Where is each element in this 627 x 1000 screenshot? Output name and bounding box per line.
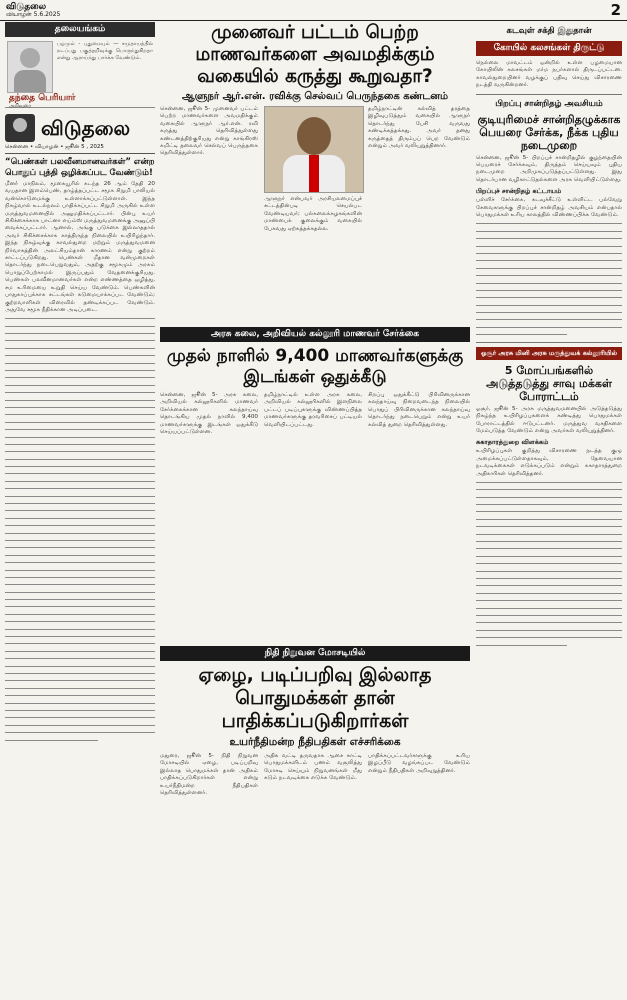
issue-date: வியாழன் 5.6.2025 (6, 11, 61, 18)
author-portrait (7, 41, 53, 93)
college-col1: சென்னை, ஜூன் 5- அரசு கலை, அறிவியல் கல்லூரிகளில் மாணவர் சேர்க்கைக்கான கலந்தாய்வு தொடங்கிய முதல் நாளில் 9,400 மாணவர்களுக்கு இடங்கள் ஒதுக்கீடு செய்யப்பட்டுள்ளன. (160, 392, 258, 436)
hospital-story-label: ஓசூர் அரசு மினி அரசு மருத்துவக் கல்லூரியில் (476, 347, 622, 360)
main-story-subhead: ஆளுநர் ஆர்.என். ரவிக்கு செல்வப் பெருந்தகை கண்டனம் (181, 91, 449, 102)
center-column (160, 22, 470, 997)
page-header (0, 0, 627, 21)
college-col2: தமிழ்நாட்டில் உள்ள அரசு கலை, அறிவியல் கல்லூரிகளில் இளநிலை பட்டப் படிப்புகளுக்கு விண்ணப்பித்த மாணவர்களுக்கு தரவரிசைப் பட்டியல் வெளியிடப்பட்டது. (264, 392, 362, 428)
college-story-headline: முதல் நாளில் 9,400 மாணவர்களுக்கு இடங்கள் ஒதுக்கீடு (166, 346, 464, 387)
court-col3: பாதிக்கப்பட்டவர்களுக்கு உரிய இழப்பீடு வழங்கப்பட வேண்டும் என்றும் நீதிபதிகள் அறிவுறுத்தினர். (368, 753, 470, 774)
author-quote: பழமும் - புதுமையும் — சமுதாயத்தில் நடப்பது பகுத்தறிவுக்கு பொருந்துகிறதா என்று ஆராய்ந்து பார்க்க வேண்டும். (57, 41, 153, 61)
hospital-story-body-2: உயிரிழப்புகள் குறித்து விசாரணை நடத்த குழு அமைக்கப்பட்டுள்ளதாகவும், தேவையான நடவடிக்கைகள் எடுக்கப்படும் என்றும் சுகாதாரத்துறை அதிகாரிகள் தெரிவித்தனர். (476, 448, 622, 477)
author-subtitle: அறிவுரை (9, 103, 31, 109)
editorial-section-label: தலையங்கம் (5, 22, 155, 37)
court-story-body (160, 753, 470, 983)
editorial-headline: “பெண்கள் பலவீனமானவர்கள்” என்ற பொதுப் புத்தி ஒழிக்கப்பட வேண்டும்! (5, 157, 155, 178)
temple-story-body: நெல்லை மாவட்டம் ஒன்றில் உள்ள பழமையான கோயிலின் கலசங்கள் மர்ம நபர்களால் திருடப்பட்டன. காவல்துறையினர் வழக்குப் பதிவு செய்து விசாரணை நடத்தி வருகின்றனர். (476, 60, 622, 89)
masthead (5, 114, 155, 142)
college-story-label: அரசு கலை, அறிவியல் கல்லூரி மாணவர் சேர்க்கை (160, 327, 470, 342)
birth-cert-subhead: பிறப்புச் சான்றிதழ் கட்டாயம் (476, 187, 562, 196)
author-name: தந்தை பெரியார் (9, 93, 76, 103)
birth-cert-body-2: பள்ளிச் சேர்க்கை, கடவுச்சீட்டு உள்ளிட்ட பல்வேறு சேவைகளுக்கு பிறப்புச் சான்றிதழ் அவசியம் என்பதால் பொதுமக்கள் உரிய காலத்தில் விண்ணப்பிக்க வேண்டும். (476, 197, 622, 219)
hospital-story-subhead: சுகாதாரத்துறை விளக்கம் (476, 438, 549, 447)
main-story-col3: தமிழ்நாட்டின் கல்வித் தரத்தை இழிவுபடுத்தும் வகையில் ஆளுநர் தொடர்ந்து பேசி வருவது கண்டிக்கத்தக்கது. அவர் தனது கருத்தைத் திரும்பப் பெற வேண்டும் என்றும் அவர் வலியுறுத்தினார். (368, 106, 470, 150)
hospital-story-headline: 5 மோப்பங்களில் அடுத்தடுத்து சாவு மக்கள் போராட்டம் (486, 363, 612, 403)
right-column (476, 22, 622, 997)
court-col1: மதுரை, ஜூன் 5- நிதி நிறுவன மோசடியில் ஏழை, படிப்பறிவு இல்லாத பொதுமக்கள் தான் அதிகம் பாதிக்கப்படுகிறார்கள் என்று உயர்நீதிமன்ற நீதிபதிகள் தெரிவித்துள்ளனர். (160, 753, 258, 797)
court-col2: அதிக வட்டி தருவதாக ஆசை காட்டி பொதுமக்களிடம் பணம் வசூலித்து மோசடி செய்யும் நிறுவனங்கள் மீது கடும் நடவடிக்கை எடுக்க வேண்டும். (264, 753, 362, 782)
divider (476, 342, 622, 343)
author-box (5, 37, 155, 108)
hospital-story-body-continued (476, 480, 622, 648)
main-story-headline: முனைவர் பட்டம் பெற்ற மாணவர்களை அவமதிக்கும் வகையில் கருத்து கூறுவதா? (195, 22, 435, 87)
masthead-title: விடுதலை (41, 116, 131, 140)
birth-cert-body-continued (476, 221, 622, 337)
main-story-body (160, 106, 470, 321)
court-story-label: நிதி நிறுவன மோசடியில் (160, 646, 470, 661)
temple-story-kicker: கடவுள் சக்தி இதுதான் (506, 26, 592, 36)
editorial-body: மீனா் மாநிலம், மூகையூரில் கடந்த 26 ஆம் தேதி 20 வயதான இளம்பெண், தாழ்த்தப்பட்ட சமூக சிறுமி பாலியல் வன்கொடுமைக்கு உள்ளாக்கப்பட்டுள்ளாள். இந்த நிகழ்வால் உடல்நலம் பாதிக்கப்பட்ட சிறுமி அருகில் உள்ள மருத்துவமனையில் அனுமதிக்கப்பட்டார். பின்பு உயர் சிகிச்சைக்காக பாட்னா எய்ம்ஸ் மருத்துவமனைக்கு அனுப்பி வைக்கப்பட்டார். ஆனால், அங்கு படுக்கை இல்லாததால் அவர் சிகிச்சைக்காக காத்திருந்த நிலையில் உயிரிழந்தார். இந்த நிகழ்வுக்கு காவல்துறை மற்றும் மருத்துவமனை நிர்வாகத்தின் அலட்சியம்தான் காரணம் என்று குற்றம் சாட்டப்படுகிறது. பெண்கள் மீதான வன்முறைகள் தொடர்ந்து நடைபெறுவதும், அதற்கு சமூகமும் அரசும் பொறுப்பேற்காமல் இருப்பதும் வேதனைக்குரியது. பெண்கள் பலவீனமானவர்கள் என்ற எண்ணத்தை ஒழித்து, சம உரிமையை உறுதி செய்ய வேண்டும். பெண்களின் பாதுகாப்புக்காக சட்டங்கள் கடுமையாக்கப்பட வேண்டும்; குற்றவாளிகள் விரைவில் தண்டிக்கப்பட வேண்டும். அதுவே சமூக நீதிக்கான அடிப்படை. (5, 181, 156, 313)
paper-name: விடுதலை (6, 2, 47, 12)
college-story-body (160, 392, 470, 642)
page-number: 2 (610, 1, 621, 19)
birth-cert-body: சென்னை, ஜூன் 5- பிறப்புச் சான்றிதழில் குழந்தையின் பெயரைச் சேர்க்கவும், திருத்தம் செய்யவும் புதிய நடைமுறை அறிமுகப்படுத்தப்பட்டுள்ளது. இது தொடர்பான வழிகாட்டுதல்களை அரசு வெளியிட்டுள்ளது. (476, 154, 622, 183)
editorial-body-continued (5, 316, 155, 743)
divider (476, 94, 622, 95)
masthead-date: சென்னை • வியாழன் • ஜூன் 5 , 2025 (5, 144, 155, 154)
main-story-col1: சென்னை, ஜூன் 5- முனைவர் பட்டம் பெற்ற மாணவர்களை அவமதிக்கும் வகையில் ஆளுநர் ஆர்.என். ரவி கருத்து தெரிவித்துள்ளது கண்டனத்திற்குரியது என்று காங்கிரஸ் கமிட்டி தலைவர் செல்வப் பெருந்தகை தெரிவித்துள்ளார். (160, 106, 258, 157)
court-story-subhead: உயர்நீதிமன்ற நீதிபதிகள் எச்சரிக்கை (229, 736, 401, 748)
leader-photo (264, 106, 364, 193)
college-col3: சிறப்பு ஒதுக்கீட்டு பிரிவினருக்கான கலந்தாய்வு நிறைவடைந்த நிலையில் பொதுப் பிரிவினருக்கான கலந்தாய்வு தொடர்ந்து நடைபெறும் என்று உயர் கல்வித் துறை தெரிவித்துள்ளது. (368, 392, 470, 428)
main-story-col2: ஆளுநர் என்பவர் அரசியலமைப்புச் சட்டத்தின்படி செயல்பட வேண்டியவர்; பல்கலைக்கழகங்களின் மாண்பைக் குலைக்கும் வகையில் பேசுவது ஏற்கத்தக்கதல்ல. (264, 196, 362, 232)
hospital-story-body: ஓசூர், ஜூன் 5- அரசு மருத்துவமனையில் அடுத்தடுத்து நிகழ்ந்த உயிரிழப்புகளைக் கண்டித்து பொதுமக்கள் போராட்டத்தில் ஈடுபட்டனர். மருத்துவ வசதிகளை மேம்படுத்த வேண்டும் என்று அவர்கள் வலியுறுத்தினர். (476, 405, 622, 434)
court-story-headline: ஏழை, படிப்பறிவு இல்லாத பொதுமக்கள் தான் பாதிக்கப்படுகிறார்கள் (198, 664, 432, 732)
editorial-column (5, 22, 155, 997)
birth-cert-kicker: பிறப்பு சான்றிதழ் அவசியம் (495, 98, 603, 109)
temple-story-headline: கோயில் கலசங்கள் திருட்டு (476, 41, 622, 56)
masthead-logo (5, 114, 35, 142)
birth-cert-headline: குடியுரிமைச் சான்றிதழுக்காக பெயரை சேர்க்க, நீக்க புதிய நடைமுறை (477, 112, 621, 152)
